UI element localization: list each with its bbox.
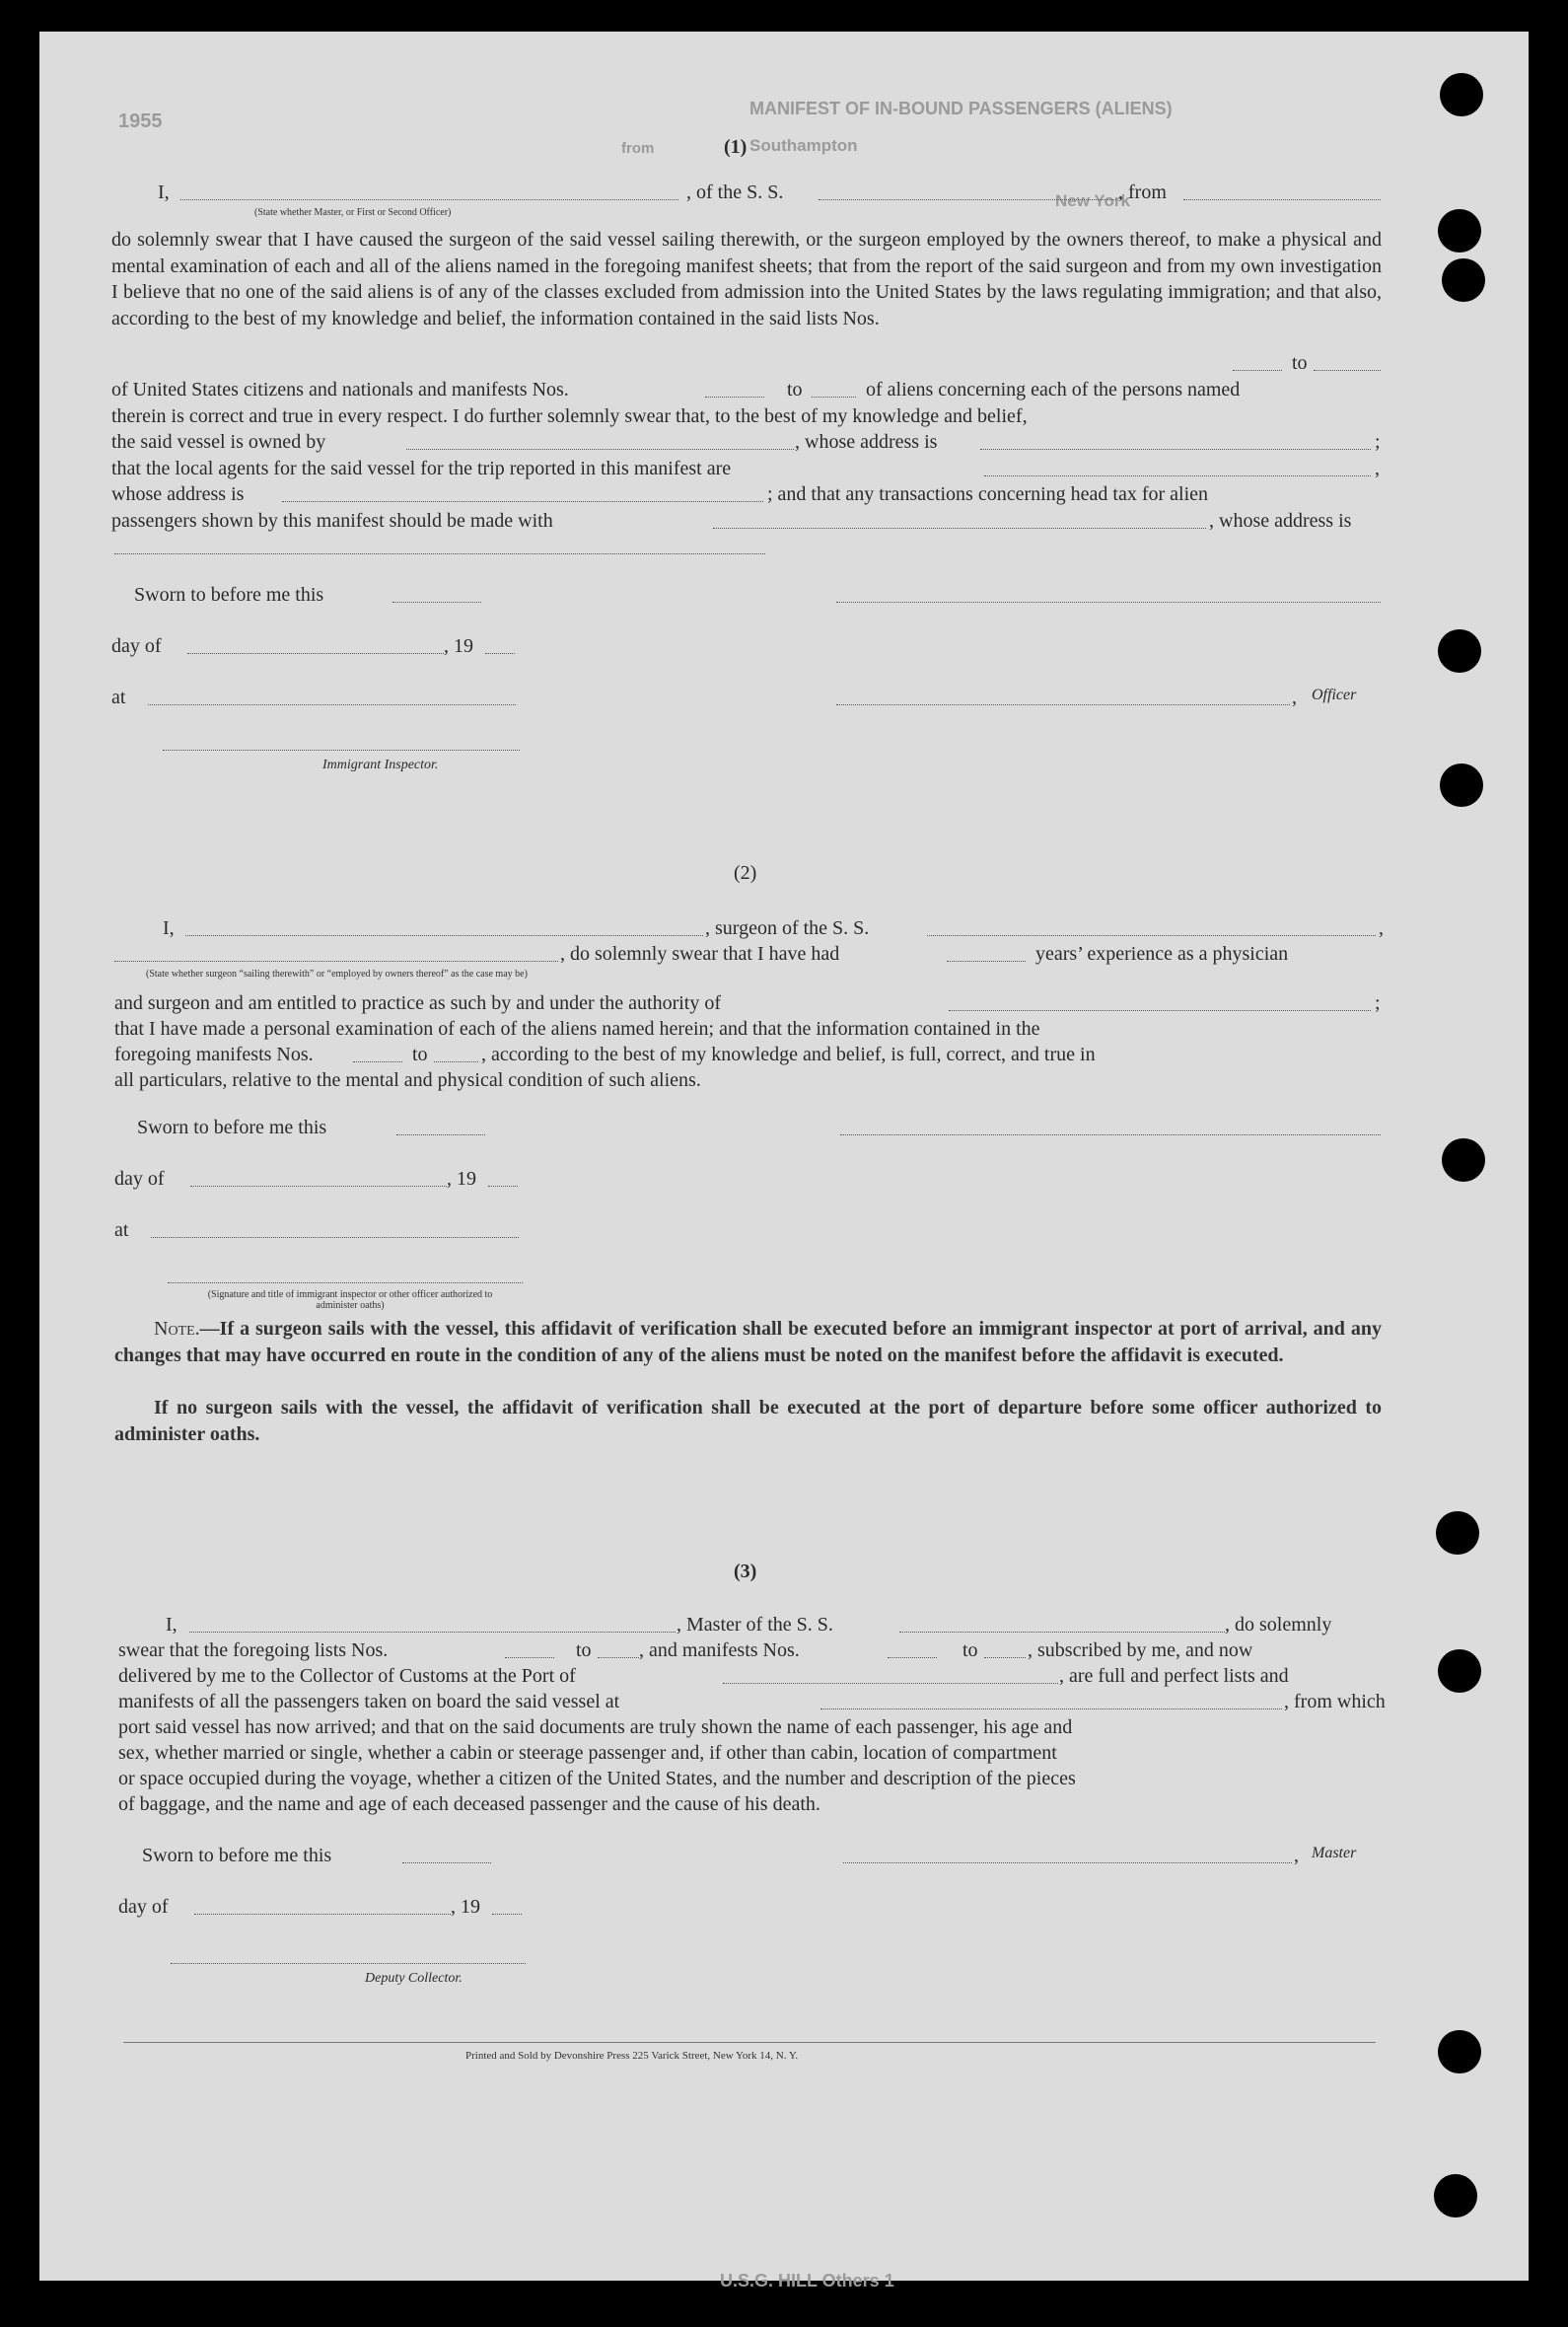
s2-signature-field[interactable]: [840, 1134, 1381, 1135]
s3-lists-to-field[interactable]: [598, 1657, 639, 1658]
s3-year-field[interactable]: [492, 1914, 522, 1915]
s1-year-label: , 19: [444, 635, 473, 657]
s3-i-label: I,: [166, 1614, 178, 1636]
s2-surgeon-status-field[interactable]: [114, 961, 558, 962]
s3-collector-signature-field[interactable]: [171, 1963, 526, 1964]
s1-to-label: to: [1292, 352, 1308, 374]
punch-hole: [1438, 2030, 1481, 2073]
footer-rule: [123, 2042, 1376, 2043]
punch-hole: [1434, 2174, 1477, 2218]
s2-year-label: , 19: [447, 1168, 476, 1190]
s3-line8: of baggage, and the name and age of each deceased passenger and the cause of his death.: [118, 1793, 820, 1815]
punch-hole: [1438, 629, 1481, 673]
punch-hole: [1436, 1511, 1479, 1555]
s2-note-label: Note.: [154, 1318, 200, 1340]
s2-ship-name-field[interactable]: [927, 935, 1376, 936]
s1-sworn-label: Sworn to before me this: [134, 584, 324, 606]
s3-to-label-2: to: [962, 1639, 978, 1661]
s1-sworn-day-field[interactable]: [392, 602, 481, 603]
s2-note-text-2: If no surgeon sails with the vessel, the affidavit of verification shall be executed at the port of departure before some officer authorized to administer oaths.: [114, 1397, 1382, 1445]
s3-master-comma: ,: [1294, 1845, 1299, 1866]
s2-years-field[interactable]: [947, 961, 1026, 962]
s2-authority-field[interactable]: [949, 1010, 1371, 1011]
s2-surgeon-note: (State whether surgeon “sailing therewith” or “employed by owners thereof” as the case may be): [146, 969, 528, 980]
s3-line4a: manifests of all the passengers taken on board the said vessel at: [118, 1691, 620, 1712]
s2-to-label: to: [412, 1044, 428, 1065]
s2-i-label: I,: [163, 917, 175, 939]
s1-paragraph: do solemnly swear that I have caused the surgeon of the said vessel sailing therewith, or the surgeon employed by the owners thereof, to make a physical and mental examination of each and all of the aliens named in the foregoing manifest sheets; that from the report of the said surgeon and from my own investigation I believe that no one of the said aliens is of any of the classes excluded from admission into the United States by the laws regulating immigration; and that also, according to the best of my knowledge and belief, the information contained in the said lists Nos.: [111, 229, 1382, 329]
s1-line9a: the said vessel is owned by: [111, 431, 326, 453]
bleed-through-from: from: [621, 140, 655, 157]
s2-comma: ,: [1379, 917, 1384, 939]
s1-at-label: at: [111, 687, 126, 708]
s1-lists-from-field[interactable]: [1233, 370, 1282, 371]
s3-line2a: swear that the foregoing lists Nos.: [118, 1639, 389, 1661]
s3-line3b: , are full and perfect lists and: [1059, 1665, 1289, 1687]
s3-master-name-field[interactable]: [189, 1632, 676, 1633]
s1-officer-label: Officer: [1312, 687, 1357, 703]
s2-line5a: foregoing manifests Nos.: [114, 1044, 314, 1065]
document-page: [39, 32, 1529, 2291]
s1-from-label: , from: [1118, 182, 1167, 203]
s2-manifests-to-field[interactable]: [434, 1061, 478, 1062]
s1-day-of-label: day of: [111, 635, 162, 657]
s1-line7b: of aliens concerning each of the persons named: [866, 379, 1241, 400]
s3-ship-name-field[interactable]: [899, 1632, 1225, 1633]
s1-line7a: of United States citizens and nationals and manifests Nos.: [111, 379, 569, 400]
s1-line9b: , whose address is: [795, 431, 938, 453]
s2-year-field[interactable]: [488, 1186, 518, 1187]
s3-do-solemnly: , do solemnly: [1225, 1614, 1332, 1636]
printer-imprint: Printed and Sold by Devonshire Press 225 Varick Street, New York 14, N. Y.: [465, 2050, 799, 2062]
s3-line2b: , and manifests Nos.: [639, 1639, 800, 1661]
s2-signature-note: (Signature and title of immigrant inspector or other officer authorized to administer oaths): [207, 1289, 493, 1311]
s2-month-field[interactable]: [190, 1186, 447, 1187]
s1-owner-address-field[interactable]: [980, 449, 1371, 450]
s2-semicolon: ;: [1375, 992, 1381, 1014]
s3-line2c: , subscribed by me, and now: [1028, 1639, 1253, 1661]
s1-headtax-address-field[interactable]: [114, 553, 765, 554]
s3-sworn-day-field[interactable]: [402, 1862, 491, 1863]
s2-sworn-day-field[interactable]: [396, 1134, 485, 1135]
punch-hole: [1438, 209, 1481, 253]
punch-hole: [1442, 1138, 1485, 1182]
s1-headtax-field[interactable]: [713, 528, 1206, 529]
s3-month-field[interactable]: [194, 1914, 451, 1915]
section-1-number: (1): [724, 136, 748, 158]
bleed-through-number: 1955: [118, 110, 163, 132]
s3-master-of-ss: , Master of the S. S.: [677, 1614, 833, 1636]
s1-inspector-signature-field[interactable]: [163, 750, 520, 751]
s1-officer-comma: ,: [1292, 687, 1297, 708]
s3-line3a: delivered by me to the Collector of Customs at the Port of: [118, 1665, 576, 1687]
s1-year-field[interactable]: [485, 653, 515, 654]
s1-from-port-field[interactable]: [1183, 199, 1381, 200]
s2-line5b: , according to the best of my knowledge and belief, is full, correct, and true in: [481, 1044, 1096, 1065]
s1-inspector-label: Immigrant Inspector.: [322, 758, 439, 772]
s3-day-of-label: day of: [118, 1896, 169, 1918]
s2-note-paragraph-2: [114, 1395, 1382, 1447]
section-3-number: (3): [734, 1561, 757, 1582]
punch-hole: [1438, 1649, 1481, 1693]
s2-surgeon-of-ss: , surgeon of the S. S.: [705, 917, 870, 939]
s1-of-ss-label: , of the S. S.: [686, 182, 784, 203]
s2-at-field[interactable]: [151, 1237, 519, 1238]
section-2-number: (2): [734, 862, 757, 884]
s3-manifests-from-field[interactable]: [888, 1657, 937, 1658]
s2-sworn-label: Sworn to before me this: [137, 1117, 327, 1138]
s1-ship-name-field[interactable]: [819, 199, 1116, 200]
s1-owner-field[interactable]: [406, 449, 794, 450]
s3-collector-label: Deputy Collector.: [365, 1971, 463, 1986]
s2-at-label: at: [114, 1219, 129, 1241]
s3-manifests-to-field[interactable]: [984, 1657, 1026, 1658]
s2-inspector-signature-field[interactable]: [168, 1282, 523, 1283]
punch-hole: [1440, 73, 1483, 116]
s1-manifests-to-field[interactable]: [812, 397, 856, 398]
s3-sworn-label: Sworn to before me this: [142, 1845, 332, 1866]
s1-signature-field[interactable]: [836, 602, 1381, 603]
s1-line10: that the local agents for the said vessel for the trip reported in this manifest are: [111, 458, 732, 479]
s1-month-field[interactable]: [187, 653, 444, 654]
s1-lists-to-field[interactable]: [1314, 370, 1381, 371]
s3-line4b: , from which: [1284, 1691, 1386, 1712]
s1-to-label-2: to: [787, 379, 803, 400]
s2-line2b: years’ experience as a physician: [1035, 943, 1289, 965]
s2-line2a: , do solemnly swear that I have had: [560, 943, 840, 965]
s3-port-field[interactable]: [723, 1683, 1058, 1684]
s1-master-note: (State whether Master, or First or Second Officer): [254, 207, 452, 218]
s1-semicolon: ;: [1375, 431, 1381, 453]
bleed-through-title: MANIFEST OF IN-BOUND PASSENGERS (ALIENS): [749, 99, 1173, 118]
s2-line6: all particulars, relative to the mental and physical condition of such aliens.: [114, 1069, 701, 1091]
s3-master-label: Master: [1312, 1845, 1357, 1861]
s1-manifests-from-field[interactable]: [705, 397, 764, 398]
s1-line11a: whose address is: [111, 483, 245, 505]
s2-manifests-from-field[interactable]: [353, 1061, 402, 1062]
s1-agents-address-field[interactable]: [282, 501, 763, 502]
bleed-through-back: U.S.G. HILL Others 1: [720, 2271, 894, 2291]
s1-i-label: I,: [158, 182, 170, 203]
s1-officer-signature-field[interactable]: [836, 704, 1290, 705]
s1-agents-field[interactable]: [984, 475, 1371, 476]
s1-line8: therein is correct and true in every respect. I do further solemnly swear that, to the best of my knowledge and belief,: [111, 405, 1028, 427]
s3-line7: or space occupied during the voyage, whether a citizen of the United States, and the number and description of the pieces: [118, 1768, 1076, 1789]
s1-officer-name-field[interactable]: [180, 199, 678, 200]
s1-comma: ,: [1375, 458, 1380, 479]
s3-to-label: to: [576, 1639, 592, 1661]
s1-line11b: ; and that any transactions concerning head tax for alien: [767, 483, 1209, 505]
s3-line5: port said vessel has now arrived; and that on the said documents are truly shown the name of each passenger, his age and: [118, 1716, 1073, 1738]
s2-note-text-1: —If a surgeon sails with the vessel, this affidavit of verification shall be executed before an immigrant inspector at port of arrival, and any changes that may have occurred en route in the condition of any of the aliens must be noted on the manifest before the affidavit is executed.: [114, 1318, 1382, 1366]
s3-year-label: , 19: [451, 1896, 480, 1918]
punch-hole: [1442, 258, 1485, 302]
s2-day-of-label: day of: [114, 1168, 165, 1190]
s2-surgeon-name-field[interactable]: [185, 935, 703, 936]
s1-at-field[interactable]: [148, 704, 516, 705]
s2-note-paragraph-1: [114, 1316, 1382, 1368]
s1-line12b: , whose address is: [1209, 510, 1352, 532]
bleed-through-destination: New York: [1055, 191, 1130, 210]
s1-line12a: passengers shown by this manifest should be made with: [111, 510, 553, 532]
s3-master-signature-field[interactable]: [843, 1862, 1292, 1863]
s2-line4: that I have made a personal examination of each of the aliens named herein; and that the information contained in the: [114, 1018, 1040, 1040]
bleed-through-port: Southampton: [749, 136, 858, 155]
s2-line3: and surgeon and am entitled to practice as such by and under the authority of: [114, 992, 721, 1014]
s3-line6: sex, whether married or single, whether a cabin or steerage passenger and, if other than cabin, location of compartment: [118, 1742, 1057, 1764]
s3-lists-from-field[interactable]: [505, 1657, 554, 1658]
punch-hole: [1440, 764, 1483, 807]
